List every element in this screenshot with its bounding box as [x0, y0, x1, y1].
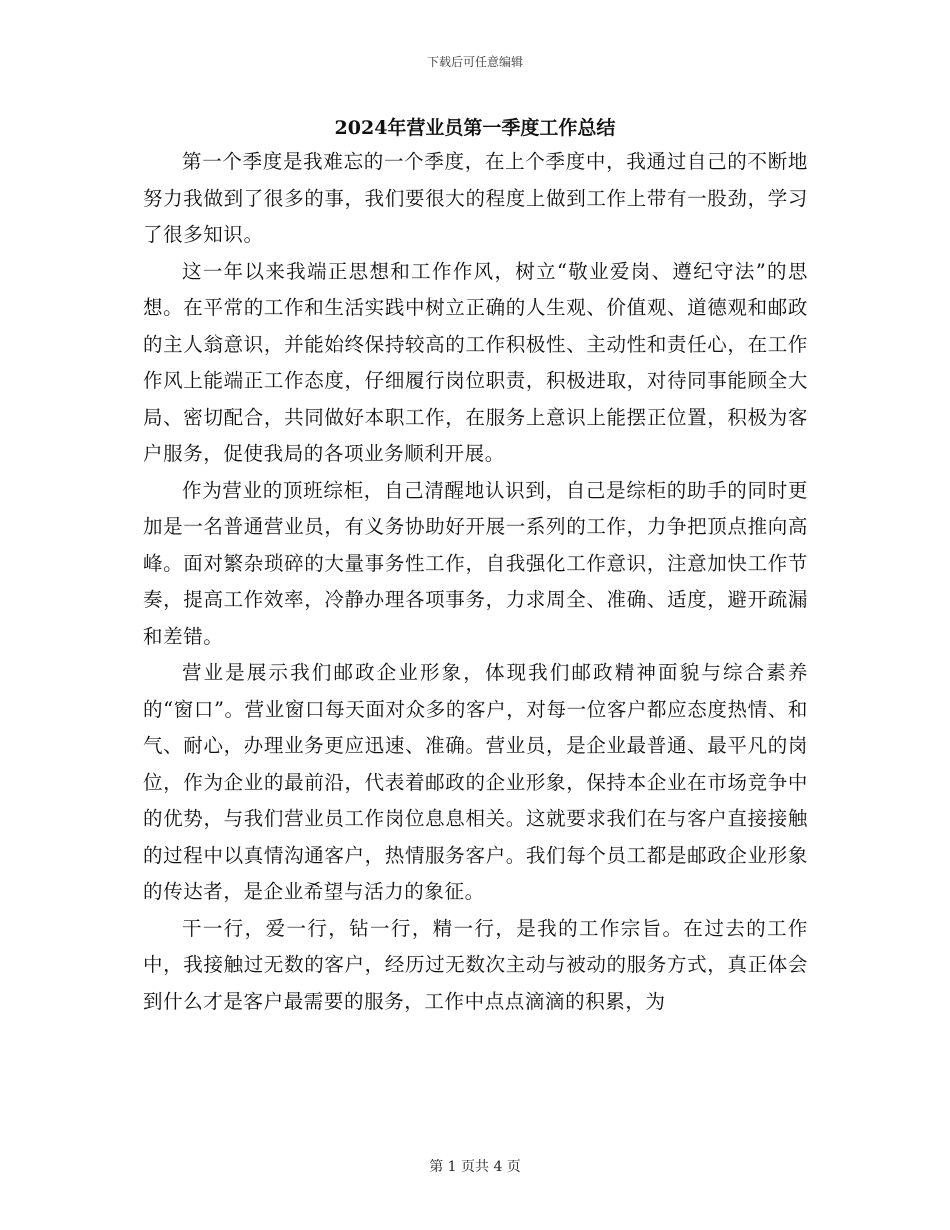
- document-title: 2024年营业员第一季度工作总结: [334, 117, 616, 139]
- paragraph-5: 干一行，爱一行，钻一行，精一行，是我的工作宗旨。在过去的工作中，我接触过无数的客户，经历过无数次主动与被动的服务方式，真正体会到什么才是客户最需要的服务，工作中点点滴滴的积累，为: [143, 916, 808, 1013]
- document-body: [143, 144, 808, 1020]
- paragraph-1: 第一个季度是我难忘的一个季度，在上个季度中，我通过自己的不断地努力我做到了很多的事，我们要很大的程度上做到工作上带有一股劲，学习了很多知识。: [143, 150, 808, 246]
- page-number: 第 1 页共 4 页: [429, 1159, 521, 1175]
- page-header-note: 下载后可任意编辑: [426, 55, 523, 69]
- paragraph-3: 作为营业的顶班综柜，自己清醒地认识到，自己是综柜的助手的同时更加是一名普通营业员，有义务协助好开展一系列的工作，力争把顶点推向高峰。面对繁杂琐碎的大量事务性工作，自我强化工作意识，注意加快工作节奏，提高工作效率，冷静办理各项事务，力求周全、准确、适度，避开疏漏和差错。: [143, 478, 808, 648]
- paragraph-2: 这一年以来我端正思想和工作作风，树立“敬业爱岗、遵纪守法”的思想。在平常的工作和生活实践中树立正确的人生观、价值观、道德观和邮政的主人翁意识，并能始终保持较高的工作积极性、主动性和责任心，在工作作风上能端正工作态度，仔细履行岗位职责，积极进取，对待同事能顾全大局、密切配合，共同做好本职工作，在服务上意识上能摆正位置，积极为客户服务，促使我局的各项业务顺利开展。: [143, 259, 808, 465]
- paragraph-4: 营业是展示我们邮政企业形象，体现我们邮政精神面貌与综合素养的“窗口”。营业窗口每天面对众多的客户，对每一位客户都应态度热情、和气、耐心，办理业务更应迅速、准确。营业员，是企业最普通、最平凡的岗位，作为企业的最前沿，代表着邮政的企业形象，保持本企业在市场竞争中的优势，与我们营业员工作岗位息息相关。这就要求我们在与客户直接接触的过程中以真情沟通客户，热情服务客户。我们每个员工都是邮政企业形象的传达者，是企业希望与活力的象征。: [143, 661, 808, 903]
